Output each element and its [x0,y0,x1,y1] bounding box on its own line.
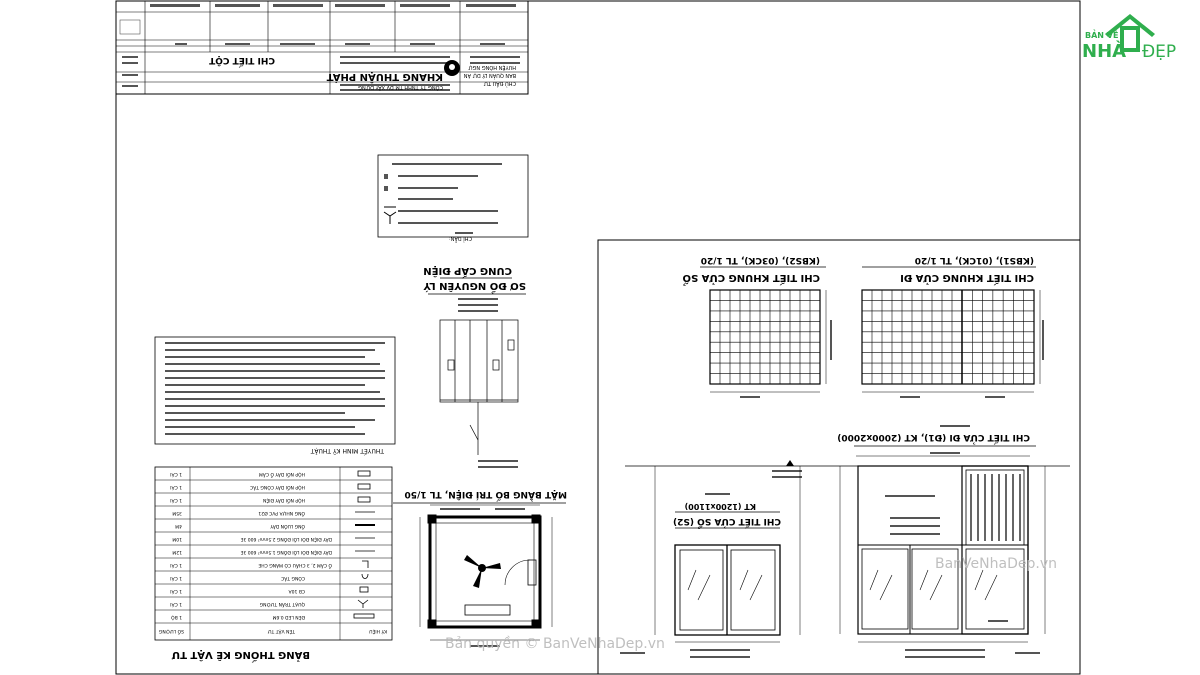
owner-line-3: CHỦ ĐẦU TƯ [483,80,516,86]
mat-row-1-name: ĐÈN LED 0.6M [272,614,305,619]
mat-row-2-qty: 1 CÁI [170,601,182,606]
logo-dep-text: ĐẸP [1142,42,1177,62]
mat-row-7-qty: 10M [172,536,182,541]
fan-symbol-icon [384,207,396,224]
window-frame-detail [683,255,833,398]
legend-heading: CHỈ DẪN: [448,235,472,241]
window-detail-subtitle: KT (1200x1100) [684,502,756,511]
owner-line-1: HUYỆN HÒNG NGỰ [468,64,516,70]
mat-row-8-qty: 4M [175,523,182,528]
mat-row-12-qty: 1 CÁI [170,471,182,476]
door-frame-subtitle: (KBS1), (01CK), TL 1/20 [914,255,1034,265]
mat-header-name: TÊN VẬT TƯ [267,628,295,633]
technical-notes [155,337,395,455]
electrical-layout-plan [393,489,567,647]
mat-row-2-name: QUẠT TRẦN TƯỜNG [259,601,305,606]
mat-row-9-qty: 35M [172,510,182,515]
layout-plan-title: MẶT BẰNG BỐ TRÍ ĐIỆN, TL 1/50 [404,489,567,499]
owner-line-2: BAN QUẢN LÝ DỰ ÁN [463,72,516,78]
mat-row-12-name: HỘP NỐI DÂY Ổ CẮM [258,471,305,476]
mat-row-5-name: Ổ CẮM 2, 3 CHẤU CÓ MÀNG CHE [258,562,332,567]
mat-row-10-name: HỘP NỐI DÂY ĐIỆN [262,497,305,502]
watermark-center: Bản quyền © BanVeNhaDep.vn [445,636,665,652]
watermark-right: BanVeNhaDep.vn [935,556,1057,572]
company-name-text: KHANG THUẬN PHÁT [326,71,443,82]
window-frame-title: CHI TIẾT KHUNG CỬA SỔ [682,272,820,283]
title-block [116,1,528,94]
window-detail [620,466,800,658]
door-window-panel [598,240,1080,674]
materials-table [155,467,392,664]
notes-heading: THUYẾT MINH KỸ THUẬT [310,447,384,454]
mat-row-8-name: ỐNG LUỒN DÂY [270,523,305,528]
power-schematic [423,265,526,468]
logo-top-text: BẢN VẼ [1085,31,1119,40]
mat-header-symbol: KÝ HIỆU [369,628,387,633]
schematic-title-line1: SƠ ĐỒ NGUYÊN LÝ [423,280,526,291]
mat-row-4-name: CÔNG TẮC [281,575,305,580]
door-detail [625,425,1070,658]
mat-row-1-qty: 1 BỘ [171,614,182,619]
materials-title: BẢNG THỐNG KÊ VẬT TƯ [171,649,310,660]
window-detail-title: CHI TIẾT CỬA SỔ (S2) [673,516,781,526]
window-frame-subtitle: (KBS2), (03CK), TL 1/20 [700,255,820,265]
door-frame-detail [862,255,1044,398]
company-sub-text: CÔNG TY TNHH TM DV XÂY DỰNG [358,84,443,90]
mat-row-3-qty: 1 CÁI [170,588,182,593]
logo-nha-text: NHÀ [1082,41,1127,62]
brand-logo [1082,14,1176,62]
drawing-name-text: CHI TIẾT CỘT [209,55,275,65]
mat-row-3-name: CB 10A [288,588,305,593]
mat-row-5-qty: 1 CÁI [170,562,182,567]
mat-row-9-name: ỐNG NHỰA PVC Ø21 [258,510,305,515]
legend-box [378,155,528,243]
ceiling-fan-icon [464,555,501,588]
mat-row-7-name: DÂY ĐIỆN ĐÔI LÕI ĐỒNG 2.5mm² 600 3E [240,536,332,541]
mat-row-10-qty: 1 CÁI [170,497,182,502]
door-frame-title: CHI TIẾT KHUNG CỬA ĐI [900,272,1034,283]
mat-row-11-name: HỘP NỐI DÂY CÔNG TẮC [250,484,305,489]
mat-row-6-name: DÂY ĐIỆN ĐÔI LÕI ĐỒNG 1.5mm² 600 3E [240,549,332,554]
mat-header-qty: SỐ LƯỢNG [158,628,184,633]
mat-row-6-qty: 12M [172,549,182,554]
mat-row-11-qty: 1 CÁI [170,484,182,489]
door-detail-title: CHI TIẾT CỬA ĐI (Đ1), KT (2000x2000) [837,432,1030,442]
schematic-title-line2: CUNG CẤP ĐIỆN [423,265,512,276]
mat-row-4-qty: 1 CÁI [170,575,182,580]
